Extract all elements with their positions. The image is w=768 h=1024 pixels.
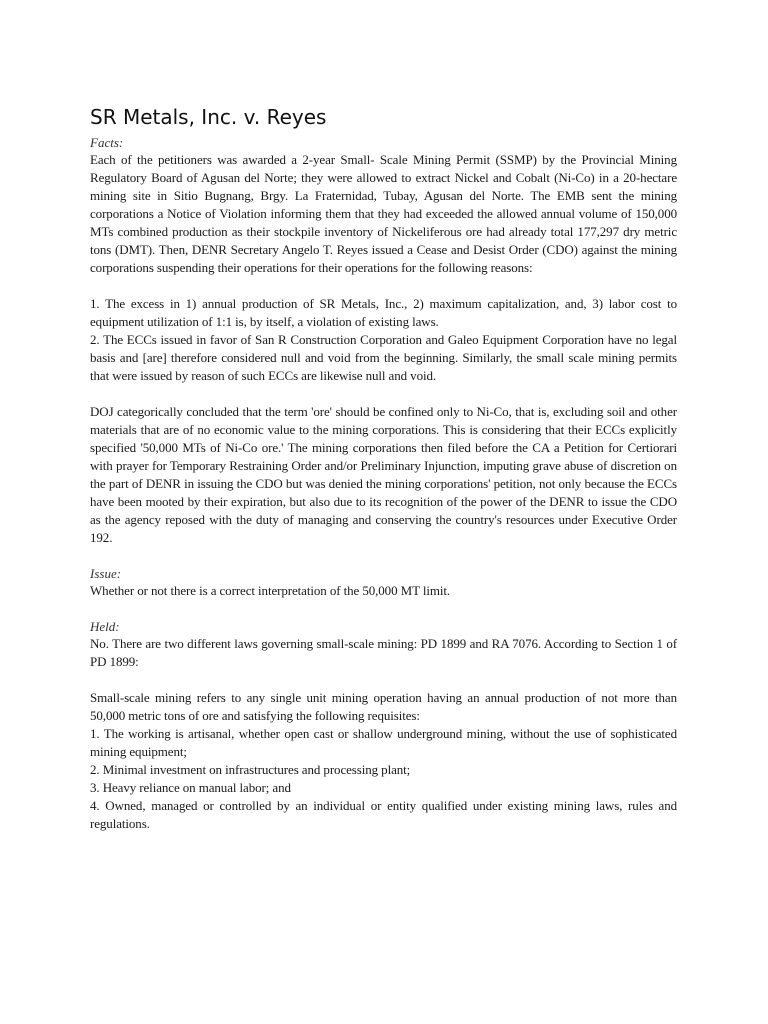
held-definition: Small-scale mining refers to any single unit mining operation having an annual production of not more than 50,000 metric tons of ore and satisfying the following requisites:: [90, 690, 677, 723]
facts-reason-2: 2. The ECCs issued in favor of San R Construction Corporation and Galeo Equipment Corporation have no legal basis and [are] therefore considered null and void from the beginning. Similarly, the small scale mining permits that were issued by reason of such ECCs are likewise null and void.: [90, 332, 677, 383]
facts-reason-1: 1. The excess in 1) annual production of SR Metals, Inc., 2) maximum capitalization, and, 3) labor cost to equipment utilization of 1:1 is, by itself, a violation of existing laws.: [90, 296, 677, 329]
held-requisite-4: 4. Owned, managed or controlled by an individual or entity qualified under existing mining laws, rules and regulations.: [90, 798, 677, 831]
issue-label: Issue:: [90, 566, 122, 581]
document-title: SR Metals, Inc. v. Reyes: [90, 105, 327, 129]
document-content: [90, 104, 677, 833]
held-requisite-3: 3. Heavy reliance on manual labor; and: [90, 780, 291, 795]
facts-paragraph-1: Each of the petitioners was awarded a 2-year Small- Scale Mining Permit (SSMP) by the Provincial Mining Regulatory Board of Agusan del Norte; they were allowed to extract Nickel and Cobalt (Ni-Co) in a 20-hectare mining site in Sitio Bugnang, Brgy. La Fraternidad, Tubay, Agusan del Norte. The EMB sent the mining corporations a Notice of Violation informing them that they had exceeded the allowed annual volume of 150,000 MTs combined production as their stockpile inventory of Nickeliferous ore had already total 177,297 dry metric tons (DMT). Then, DENR Secretary Angelo T. Reyes issued a Cease and Desist Order (CDO) against the mining corporations suspending their operations for their operations for the following reasons:: [90, 152, 677, 275]
facts-label: Facts:: [90, 135, 124, 150]
issue-text: Whether or not there is a correct interpretation of the 50,000 MT limit.: [90, 583, 451, 598]
held-label: Held:: [90, 619, 120, 634]
held-requisite-2: 2. Minimal investment on infrastructures and processing plant;: [90, 762, 411, 777]
held-text: No. There are two different laws governing small-scale mining: PD 1899 and RA 7076. According to Section 1 of PD 1899:: [90, 636, 677, 669]
facts-paragraph-2: DOJ categorically concluded that the term 'ore' should be confined only to Ni-Co, that is, excluding soil and other materials that are of no economic value to the mining corporations. This is considering that their ECCs explicitly specified '50,000 MTs of Ni-Co ore.' The mining corporations then filed before the CA a Petition for Certiorari with prayer for Temporary Restraining Order and/or Preliminary Injunction, imputing grave abuse of discretion on the part of DENR in issuing the CDO but was denied the mining corporations' petition, not only because the ECCs have been mooted by their expiration, but also due to its recognition of the power of the DENR to issue the CDO as the agency reposed with the duty of managing and conserving the country's resources under Executive Order 192.: [90, 404, 677, 545]
held-requisite-1: 1. The working is artisanal, whether open cast or shallow underground mining, without the use of sophisticated mining equipment;: [90, 726, 677, 759]
